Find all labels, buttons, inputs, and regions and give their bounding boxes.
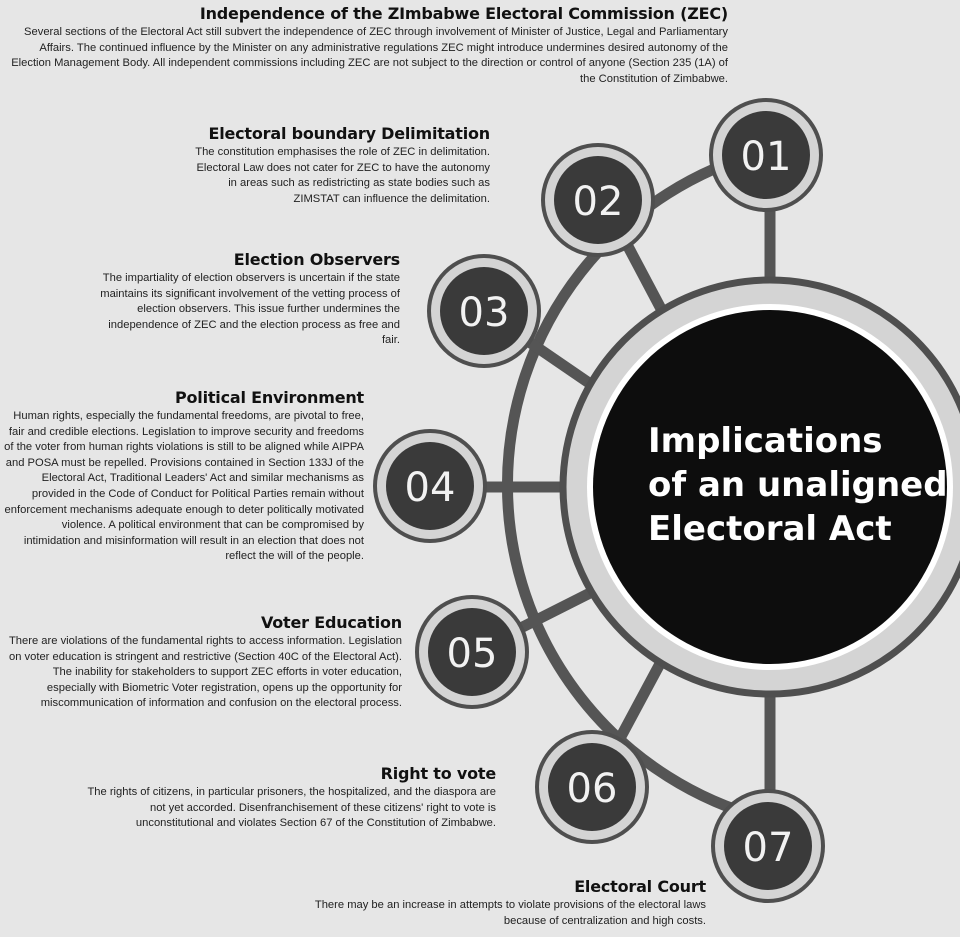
item-04-text: Human rights, especially the fundamental freedoms, are pivotal to free, fair and credible elections. Legislation to improve security and freedoms of the voter from human rights violations is still to be aligned while AIPPA and POSA must be repelled. Provisions contained in Section 133J of the Electoral Act, Traditional Leaders' Act and similar mechanisms as provided in the Code of Conduct for Political Parties remain without enforcement mechanisms adequate enough to deter politically motivated violence. A political environment that can be compromised by intimidation and misinformation will result in an election that does not reflect the will of the people.	[4, 410, 364, 563]
node-number-04: 04	[404, 465, 456, 511]
item-05-block	[2, 613, 402, 712]
node-number-06: 06	[566, 766, 618, 812]
item-01-block	[8, 4, 728, 87]
node-04	[375, 431, 485, 541]
item-06-text: The rights of citizens, in particular prisoners, the hospitalized, and the diaspora are not yet accorded. Disenfranchisement of these citizens' right to vote is unconstitutional and violates Section 67 of the Constitution of Zimbabwe.	[87, 786, 496, 830]
item-01-title: Independence of the ZImbabwe Electoral Commission (ZEC)	[199, 4, 728, 23]
node-number-07: 07	[742, 825, 794, 871]
item-03-block	[90, 250, 400, 349]
center-title-line-2: of an unaligned	[648, 465, 948, 505]
item-03-title: Election Observers	[233, 250, 400, 269]
node-05	[417, 597, 527, 707]
item-05-title: Voter Education	[260, 613, 402, 632]
item-06-block	[76, 764, 496, 832]
node-07	[713, 791, 823, 901]
item-04-title: Political Environment	[174, 388, 364, 407]
node-number-01: 01	[740, 134, 792, 180]
item-02-block	[190, 124, 490, 207]
item-05-text: There are violations of the fundamental rights to access information. Legislation on voter education is stringent and restrictive (Section 40C of the Electoral Act). The inability for stakeholders to support ZEC efforts in voter education, especially with Biometric Voter registration, opens up the opportunity for miscommunication of information and confusion on the electoral process.	[8, 635, 402, 710]
item-07-text: There may be an increase in attempts to violate provisions of the electoral laws because of centralization and high costs.	[314, 899, 706, 927]
item-02-text: The constitution emphasises the role of ZEC in delimitation. Electoral Law does not cater for ZEC to have the autonomy in areas such as redistricting as state bodies such as ZIMSTAT can influence the delimitation.	[195, 146, 490, 205]
item-01-text: Several sections of the Electoral Act still subvert the independence of ZEC through involvement of Minister of Justice, Legal and Parliamentary Affairs. The continued influence by the Minister on any administrative regulations ZEC might introduce undermines desired autonomy of the Election Management Body. All independent commissions including ZEC are not subject to the direction or control of anyone (Section 235 (1A) of the Constitution of Zimbabwe.	[11, 26, 728, 85]
item-02-title: Electoral boundary Delimitation	[208, 124, 490, 143]
node-03	[429, 256, 539, 366]
node-number-02: 02	[572, 179, 624, 225]
node-01	[711, 100, 821, 210]
node-number-05: 05	[446, 631, 498, 677]
item-03-text: The impartiality of election observers is uncertain if the state maintains its significant involvement of the vetting process of election observers. This issue further undermines the independence of ZEC and the election process as free and fair.	[100, 272, 400, 347]
center-title-line-3: Electoral Act	[648, 509, 892, 549]
item-07-block	[286, 877, 706, 929]
node-06	[537, 732, 647, 842]
node-02	[543, 145, 653, 255]
item-06-title: Right to vote	[380, 764, 496, 783]
center-circle	[563, 280, 960, 694]
item-07-title: Electoral Court	[574, 877, 706, 896]
center-title-line-1: Implications	[648, 421, 883, 461]
item-04-block	[4, 388, 364, 565]
node-number-03: 03	[458, 290, 510, 336]
